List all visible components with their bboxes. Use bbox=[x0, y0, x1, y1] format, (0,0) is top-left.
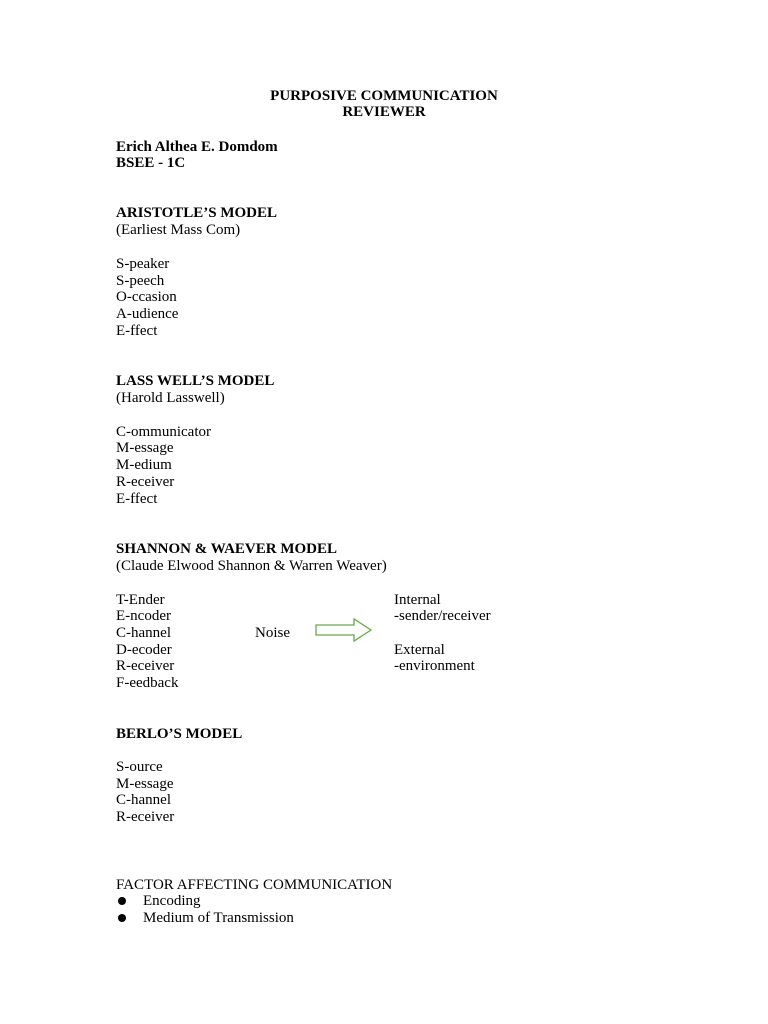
list-item: O-ccasion bbox=[116, 289, 177, 305]
list-item: M-essage bbox=[116, 776, 174, 792]
bullet-item: Encoding bbox=[143, 893, 201, 909]
list-item: C-hannel bbox=[116, 625, 171, 641]
document-title: PURPOSIVE COMMUNICATION bbox=[270, 88, 498, 104]
list-item: S-peech bbox=[116, 273, 165, 289]
list-item: M-edium bbox=[116, 457, 172, 473]
bullet-icon bbox=[118, 914, 126, 922]
right-arrow-icon bbox=[314, 617, 374, 643]
list-item: R-eceiver bbox=[116, 474, 175, 490]
external-label: External bbox=[394, 642, 445, 658]
list-item: A-udience bbox=[116, 306, 179, 322]
bullet-item: Medium of Transmission bbox=[143, 910, 294, 926]
list-item: E-ncoder bbox=[116, 608, 171, 624]
list-item: R-eceiver bbox=[116, 809, 175, 825]
list-item: R-eceiver bbox=[116, 658, 175, 674]
author-name: Erich Althea E. Domdom bbox=[116, 139, 278, 155]
document-subtitle: REVIEWER bbox=[342, 104, 426, 120]
noise-label: Noise bbox=[255, 625, 290, 641]
list-item: D-ecoder bbox=[116, 642, 172, 658]
external-description: -environment bbox=[394, 658, 475, 674]
list-item: E-ffect bbox=[116, 323, 158, 339]
internal-label: Internal bbox=[394, 592, 441, 608]
aristotle-heading: ARISTOTLE’S MODEL bbox=[116, 205, 278, 221]
section-code: BSEE - 1C bbox=[116, 155, 186, 171]
lasswell-heading: LASS WELL’S MODEL bbox=[116, 373, 275, 389]
factors-heading: FACTOR AFFECTING COMMUNICATION bbox=[116, 877, 393, 893]
list-item: E-ffect bbox=[116, 491, 158, 507]
list-item: C-hannel bbox=[116, 792, 171, 808]
shannon-note: (Claude Elwood Shannon & Warren Weaver) bbox=[116, 558, 387, 574]
berlo-heading: BERLO’S MODEL bbox=[116, 726, 243, 742]
lasswell-note: (Harold Lasswell) bbox=[116, 390, 225, 406]
list-item: S-peaker bbox=[116, 256, 170, 272]
list-item: M-essage bbox=[116, 440, 174, 456]
shannon-heading: SHANNON & WAEVER MODEL bbox=[116, 541, 337, 557]
list-item: F-eedback bbox=[116, 675, 179, 691]
list-item: C-ommunicator bbox=[116, 424, 211, 440]
list-item: T-Ender bbox=[116, 592, 165, 608]
bullet-icon bbox=[118, 897, 126, 905]
list-item: S-ource bbox=[116, 759, 163, 775]
aristotle-note: (Earliest Mass Com) bbox=[116, 222, 241, 238]
internal-description: -sender/receiver bbox=[394, 608, 491, 624]
